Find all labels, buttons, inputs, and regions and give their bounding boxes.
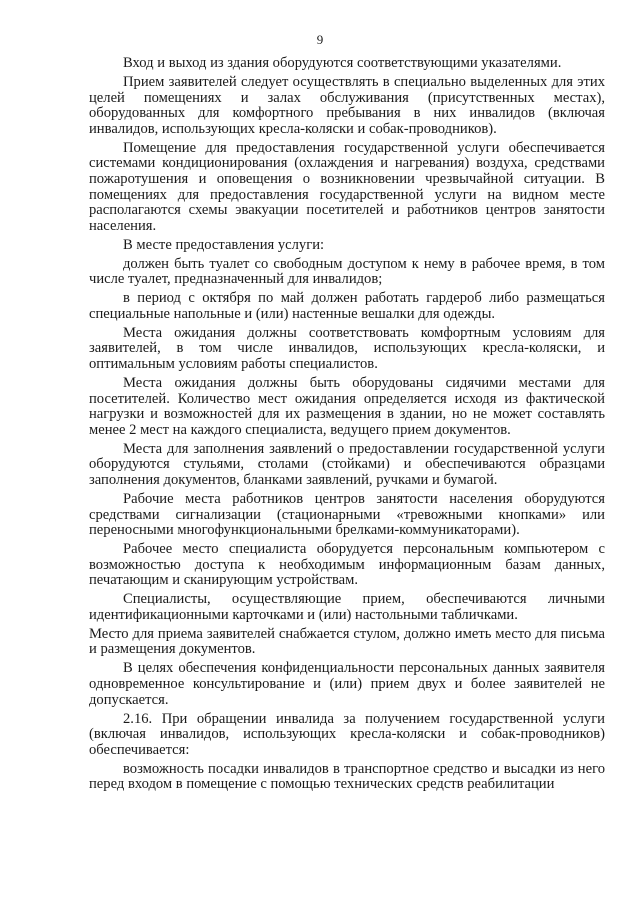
paragraph-waiting-comfort: Места ожидания должны соответствовать комфортным условиям для заявителей, в том числе инвалидов, использующих кресла-коляски, и оптимальным условиям работы специалистов. <box>89 324 605 373</box>
paragraph-wardrobe: в период с октября по май должен работать гардероб либо размещаться специальные напольные и (или) настенные вешалки для одежды. <box>89 290 605 322</box>
paragraph-id-cards: Специалисты, осуществляющие прием, обеспечиваются личными идентификационными карточками и (или) настольными табличками. <box>89 591 605 623</box>
paragraph-section-2-16: 2.16. При обращении инвалида за получением государственной услуги (включая инвалидов, использующих кресла-коляски и собак-проводников) обеспечивается: <box>89 710 605 758</box>
paragraph-confidentiality: В целях обеспечения конфиденциальности персональных данных заявителя одновременное консультирование и (или) прием двух и более заявителей не допускается. <box>89 660 605 708</box>
document-body <box>89 56 605 796</box>
paragraph-specialist-computer: Рабочее место специалиста оборудуется персональным компьютером с возможностью доступа к необходимым информационным базам данных, печатающим и сканирующим устройствам. <box>89 541 605 589</box>
paragraph-waiting-seats: Места ожидания должны быть оборудованы сидячими местами для посетителей. Количество мест ожидания определяется исходя из фактической нагрузки и возможностей для их размещения в здании, но не может составлять менее 2 мест на каждого специалиста, ведущего прием документов. <box>89 375 605 438</box>
paragraph-alarm-systems: Рабочие места работников центров занятости населения оборудуются средствами сигнализации (стационарными «тревожными кнопками» или переносными многофункциональными брелками-коммуникаторами). <box>89 490 605 539</box>
paragraph-premises-systems: Помещение для предоставления государственной услуги обеспечивается системами кондиционирования (охлаждения и нагревания) воздуха, средствами пожаротушения и оповещения о возникновении чрезвычайной ситуации. В помещениях для предоставления государственной услуги на видном месте располагаются схемы эвакуации посетителей и работников центров занятости населения. <box>89 139 605 234</box>
paragraph-service-place-intro: В месте предоставления услуги: <box>123 236 325 253</box>
paragraph-reception-chair: Место для приема заявителей снабжается стулом, должно иметь место для письма и размещения документов. <box>89 625 605 658</box>
paragraph-reception-premises: Прием заявителей следует осуществлять в специально выделенных для этих целей помещениях и залах обслуживания (присутственных местах), оборудованных для комфортного пребывания в них инвалидов (включая инвалидов, использующих кресла-коляски и собак-проводников). <box>89 73 605 137</box>
paragraph-transport-boarding: возможность посадки инвалидов в транспортное средство и высадки из него перед входом в помещение с помощью технических средств реабилитации <box>89 760 605 793</box>
paragraph-toilet: должен быть туалет со свободным доступом к нему в рабочее время, в том числе туалет, предназначенный для инвалидов; <box>89 255 605 288</box>
paragraph-application-places: Места для заполнения заявлений о предоставлении государственной услуги оборудуются стульями, столами (стойками) и обеспечиваются образцами заполнения документов, бланками заявлений, ручками и бумагой. <box>89 440 605 488</box>
page-number: 9 <box>316 32 324 47</box>
paragraph-entrance-signs: Вход и выход из здания оборудуются соответствующими указателями. <box>123 55 562 71</box>
